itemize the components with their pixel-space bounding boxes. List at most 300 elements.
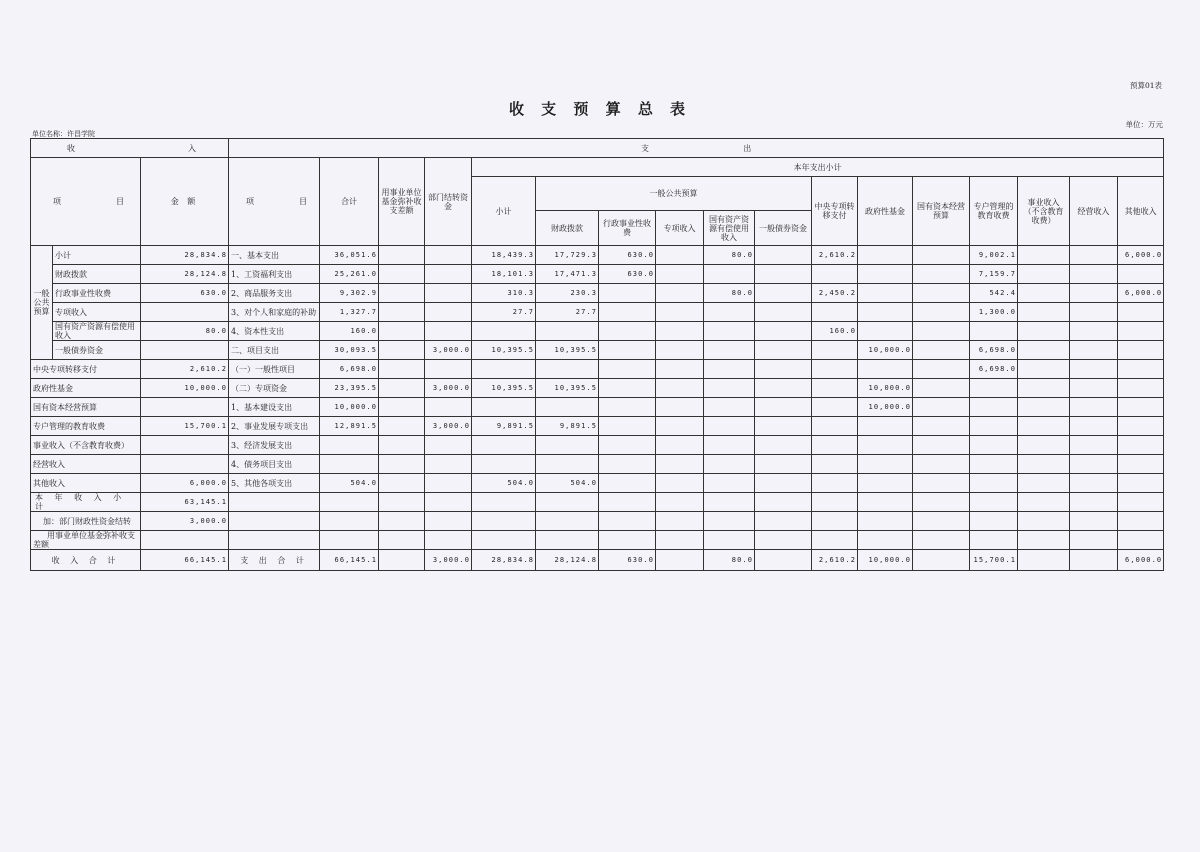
cell-other-income xyxy=(1118,360,1164,379)
edu-fees-header: 专户管理的教育收费 xyxy=(970,177,1018,246)
cell-edu-fees: 6,698.0 xyxy=(970,360,1018,379)
cell-gov-fund: 10,000.0 xyxy=(858,341,913,360)
cell-central-transfer xyxy=(812,360,858,379)
cell-subtotal: 10,395.5 xyxy=(472,341,536,360)
cell-operating-income xyxy=(1070,398,1118,417)
cell-special-income xyxy=(656,550,704,571)
income-item-label: 其他收入 xyxy=(31,474,141,493)
general-budget-header: 一般公共预算 xyxy=(536,177,812,211)
cell-fiscal-allocation: 17,729.3 xyxy=(536,246,599,265)
cell-unit-fund-offset xyxy=(379,531,425,550)
cell-business-income xyxy=(1018,265,1070,284)
cell-general-bond xyxy=(755,493,812,512)
cell-edu-fees xyxy=(970,379,1018,398)
cell-central-transfer xyxy=(812,303,858,322)
cell-subtotal: 28,834.8 xyxy=(472,550,536,571)
income-item-label: 经营收入 xyxy=(31,455,141,474)
cell-fiscal-allocation xyxy=(536,436,599,455)
cell-admin-fees xyxy=(599,379,656,398)
cell-gov-fund xyxy=(858,493,913,512)
cell-special-income xyxy=(656,455,704,474)
cell-business-income xyxy=(1018,436,1070,455)
cell-state-capital xyxy=(913,379,970,398)
gov-fund-header: 政府性基金 xyxy=(858,177,913,246)
cell-other-income xyxy=(1118,493,1164,512)
cell-carryover: 3,000.0 xyxy=(425,417,472,436)
cell-state-asset-income xyxy=(704,493,755,512)
general-budget-group-label: 一般公共预算 xyxy=(31,246,53,360)
cell-admin-fees xyxy=(599,474,656,493)
cell-total: 12,891.5 xyxy=(320,417,379,436)
cell-business-income xyxy=(1018,531,1070,550)
cell-carryover xyxy=(425,303,472,322)
expense-item-header: 项 目 xyxy=(229,158,320,246)
cell-total xyxy=(320,455,379,474)
cell-edu-fees: 9,002.1 xyxy=(970,246,1018,265)
general-bond-header: 一般债券资金 xyxy=(755,211,812,246)
cell-other-income xyxy=(1118,379,1164,398)
cell-general-bond xyxy=(755,303,812,322)
table-row xyxy=(31,455,1164,474)
expense-item-label: 3、经济发展支出 xyxy=(229,436,320,455)
cell-admin-fees xyxy=(599,341,656,360)
cell-general-bond xyxy=(755,455,812,474)
cell-other-income xyxy=(1118,474,1164,493)
cell-special-income xyxy=(656,322,704,341)
cell-edu-fees xyxy=(970,398,1018,417)
income-amount: 66,145.1 xyxy=(141,550,229,571)
fiscal-allocation-header: 财政拨款 xyxy=(536,211,599,246)
income-item-label: 行政事业性收费 xyxy=(53,284,141,303)
cell-admin-fees: 630.0 xyxy=(599,265,656,284)
cell-carryover xyxy=(425,531,472,550)
income-item-label: 财政拨款 xyxy=(53,265,141,284)
cell-carryover xyxy=(425,246,472,265)
cell-general-bond xyxy=(755,246,812,265)
cell-state-asset-income xyxy=(704,341,755,360)
cell-unit-fund-offset xyxy=(379,493,425,512)
cell-fiscal-allocation xyxy=(536,493,599,512)
income-item-label: 国有资产资源有偿使用收入 xyxy=(53,322,141,341)
cell-other-income xyxy=(1118,322,1164,341)
budget-summary-table xyxy=(30,138,1164,571)
income-amount: 6,000.0 xyxy=(141,474,229,493)
income-item-label: 事业收入（不含教育收费） xyxy=(31,436,141,455)
cell-general-bond xyxy=(755,512,812,531)
cell-edu-fees: 7,159.7 xyxy=(970,265,1018,284)
table-row xyxy=(31,265,1164,284)
cell-central-transfer xyxy=(812,455,858,474)
cell-gov-fund xyxy=(858,531,913,550)
cell-fiscal-allocation: 504.0 xyxy=(536,474,599,493)
cell-state-asset-income xyxy=(704,474,755,493)
cell-admin-fees: 630.0 xyxy=(599,246,656,265)
cell-total xyxy=(320,512,379,531)
summary-row xyxy=(31,512,1164,531)
expense-item-label: 一、基本支出 xyxy=(229,246,320,265)
cell-admin-fees xyxy=(599,398,656,417)
cell-unit-fund-offset xyxy=(379,265,425,284)
cell-unit-fund-offset xyxy=(379,284,425,303)
cell-subtotal xyxy=(472,512,536,531)
cell-total: 160.0 xyxy=(320,322,379,341)
cell-state-asset-income xyxy=(704,360,755,379)
income-item-label: 专户管理的教育收费 xyxy=(31,417,141,436)
cell-special-income xyxy=(656,417,704,436)
expense-item-label: 二、项目支出 xyxy=(229,341,320,360)
cell-central-transfer xyxy=(812,474,858,493)
income-amount xyxy=(141,398,229,417)
cell-edu-fees xyxy=(970,322,1018,341)
cell-operating-income xyxy=(1070,474,1118,493)
table-row xyxy=(31,436,1164,455)
cell-total: 23,395.5 xyxy=(320,379,379,398)
cell-unit-fund-offset xyxy=(379,455,425,474)
table-row xyxy=(31,303,1164,322)
cell-subtotal: 504.0 xyxy=(472,474,536,493)
cell-business-income xyxy=(1018,303,1070,322)
cell-total: 504.0 xyxy=(320,474,379,493)
cell-general-bond xyxy=(755,284,812,303)
table-row xyxy=(31,284,1164,303)
cell-unit-fund-offset xyxy=(379,436,425,455)
cell-subtotal: 310.3 xyxy=(472,284,536,303)
cell-subtotal: 18,439.3 xyxy=(472,246,536,265)
cell-other-income xyxy=(1118,455,1164,474)
cell-fiscal-allocation: 10,395.5 xyxy=(536,379,599,398)
cell-state-capital xyxy=(913,398,970,417)
income-amount: 10,000.0 xyxy=(141,379,229,398)
cell-state-capital xyxy=(913,550,970,571)
cell-edu-fees xyxy=(970,474,1018,493)
cell-business-income xyxy=(1018,379,1070,398)
cell-gov-fund xyxy=(858,360,913,379)
subtotal-header: 小计 xyxy=(472,177,536,246)
cell-gov-fund xyxy=(858,265,913,284)
cell-total xyxy=(320,531,379,550)
expense-item-label: 4、债务项目支出 xyxy=(229,455,320,474)
cell-carryover xyxy=(425,398,472,417)
cell-state-asset-income xyxy=(704,379,755,398)
special-income-header: 专项收入 xyxy=(656,211,704,246)
cell-total xyxy=(320,493,379,512)
cell-gov-fund xyxy=(858,322,913,341)
total-header: 合计 xyxy=(320,158,379,246)
cell-state-capital xyxy=(913,322,970,341)
cell-central-transfer xyxy=(812,379,858,398)
cell-other-income: 6,000.0 xyxy=(1118,246,1164,265)
cell-central-transfer xyxy=(812,493,858,512)
cell-general-bond xyxy=(755,265,812,284)
cell-central-transfer xyxy=(812,398,858,417)
table-row xyxy=(31,417,1164,436)
cell-special-income xyxy=(656,303,704,322)
cell-subtotal xyxy=(472,455,536,474)
cell-state-capital xyxy=(913,512,970,531)
cell-admin-fees xyxy=(599,455,656,474)
cell-unit-fund-offset xyxy=(379,474,425,493)
cell-operating-income xyxy=(1070,550,1118,571)
cell-edu-fees: 1,300.0 xyxy=(970,303,1018,322)
cell-state-capital xyxy=(913,493,970,512)
cell-fiscal-allocation xyxy=(536,512,599,531)
income-item-header: 项 目 xyxy=(31,158,141,246)
cell-other-income xyxy=(1118,398,1164,417)
cell-gov-fund xyxy=(858,455,913,474)
state-capital-header: 国有资本经营预算 xyxy=(913,177,970,246)
cell-general-bond xyxy=(755,322,812,341)
cell-special-income xyxy=(656,246,704,265)
cell-subtotal xyxy=(472,322,536,341)
table-row xyxy=(31,379,1164,398)
cell-general-bond xyxy=(755,550,812,571)
cell-fiscal-allocation: 9,891.5 xyxy=(536,417,599,436)
expense-item-label: 1、工资福利支出 xyxy=(229,265,320,284)
cell-special-income xyxy=(656,531,704,550)
cell-admin-fees xyxy=(599,531,656,550)
central-transfer-header: 中央专项转移支付 xyxy=(812,177,858,246)
cell-general-bond xyxy=(755,531,812,550)
cell-central-transfer: 2,610.2 xyxy=(812,246,858,265)
cell-state-asset-income: 80.0 xyxy=(704,284,755,303)
cell-operating-income xyxy=(1070,265,1118,284)
cell-state-capital xyxy=(913,341,970,360)
cell-state-capital xyxy=(913,436,970,455)
cell-operating-income xyxy=(1070,436,1118,455)
cell-unit-fund-offset xyxy=(379,322,425,341)
cell-special-income xyxy=(656,474,704,493)
cell-edu-fees xyxy=(970,417,1018,436)
cell-special-income xyxy=(656,398,704,417)
cell-admin-fees xyxy=(599,512,656,531)
cell-admin-fees: 630.0 xyxy=(599,550,656,571)
cell-business-income xyxy=(1018,398,1070,417)
cell-admin-fees xyxy=(599,436,656,455)
cell-business-income xyxy=(1018,246,1070,265)
cell-state-asset-income xyxy=(704,303,755,322)
cell-state-capital xyxy=(913,360,970,379)
cell-subtotal: 18,101.3 xyxy=(472,265,536,284)
cell-other-income xyxy=(1118,303,1164,322)
cell-special-income xyxy=(656,379,704,398)
cell-other-income xyxy=(1118,417,1164,436)
expense-item-label: 2、商品服务支出 xyxy=(229,284,320,303)
cell-central-transfer: 160.0 xyxy=(812,322,858,341)
expense-item-label: 支 出 合 计 xyxy=(229,550,320,571)
income-item-label: 中央专项转移支付 xyxy=(31,360,141,379)
cell-state-asset-income xyxy=(704,417,755,436)
cell-operating-income xyxy=(1070,360,1118,379)
cell-subtotal xyxy=(472,493,536,512)
summary-row xyxy=(31,493,1164,512)
cell-operating-income xyxy=(1070,455,1118,474)
cell-central-transfer xyxy=(812,436,858,455)
cell-gov-fund xyxy=(858,474,913,493)
table-row xyxy=(31,341,1164,360)
cell-state-capital xyxy=(913,474,970,493)
cell-general-bond xyxy=(755,474,812,493)
header-row xyxy=(31,158,1164,177)
cell-fiscal-allocation: 230.3 xyxy=(536,284,599,303)
cell-operating-income xyxy=(1070,493,1118,512)
expense-item-label: 4、资本性支出 xyxy=(229,322,320,341)
cell-general-bond xyxy=(755,398,812,417)
income-amount-header: 金 额 xyxy=(141,158,229,246)
table-row xyxy=(31,360,1164,379)
cell-edu-fees xyxy=(970,436,1018,455)
expense-item-label xyxy=(229,531,320,550)
income-item-label: 专项收入 xyxy=(53,303,141,322)
income-amount: 28,834.8 xyxy=(141,246,229,265)
cell-state-capital xyxy=(913,246,970,265)
cell-subtotal xyxy=(472,436,536,455)
cell-edu-fees: 542.4 xyxy=(970,284,1018,303)
cell-special-income xyxy=(656,436,704,455)
cell-subtotal: 9,891.5 xyxy=(472,417,536,436)
cell-gov-fund xyxy=(858,303,913,322)
cell-state-asset-income xyxy=(704,436,755,455)
cell-gov-fund: 10,000.0 xyxy=(858,379,913,398)
expense-item-label: 1、基本建设支出 xyxy=(229,398,320,417)
income-amount: 80.0 xyxy=(141,322,229,341)
cell-special-income xyxy=(656,493,704,512)
cell-subtotal xyxy=(472,531,536,550)
carryover-header: 部门结转资金 xyxy=(425,158,472,246)
cell-special-income xyxy=(656,284,704,303)
cell-state-asset-income xyxy=(704,455,755,474)
cell-carryover: 3,000.0 xyxy=(425,550,472,571)
cell-admin-fees xyxy=(599,284,656,303)
income-item-label: 国有资本经营预算 xyxy=(31,398,141,417)
expense-item-label xyxy=(229,512,320,531)
cell-business-income xyxy=(1018,360,1070,379)
income-amount xyxy=(141,303,229,322)
cell-total xyxy=(320,436,379,455)
cell-unit-fund-offset xyxy=(379,360,425,379)
income-amount: 28,124.8 xyxy=(141,265,229,284)
cell-other-income xyxy=(1118,531,1164,550)
cell-unit-fund-offset xyxy=(379,417,425,436)
cell-total: 66,145.1 xyxy=(320,550,379,571)
cell-business-income xyxy=(1018,493,1070,512)
cell-business-income xyxy=(1018,417,1070,436)
cell-fiscal-allocation: 17,471.3 xyxy=(536,265,599,284)
cell-other-income xyxy=(1118,341,1164,360)
cell-carryover xyxy=(425,360,472,379)
income-amount xyxy=(141,436,229,455)
cell-state-asset-income: 80.0 xyxy=(704,246,755,265)
cell-admin-fees xyxy=(599,303,656,322)
cell-total: 1,327.7 xyxy=(320,303,379,322)
cell-subtotal: 27.7 xyxy=(472,303,536,322)
cell-business-income xyxy=(1018,455,1070,474)
table-body xyxy=(31,246,1164,571)
cell-business-income xyxy=(1018,341,1070,360)
cell-business-income xyxy=(1018,550,1070,571)
income-item-label: 政府性基金 xyxy=(31,379,141,398)
income-header: 收 入 xyxy=(31,139,229,158)
expense-item-label: （二）专项资金 xyxy=(229,379,320,398)
cell-state-asset-income xyxy=(704,265,755,284)
cell-special-income xyxy=(656,512,704,531)
cell-other-income: 6,000.0 xyxy=(1118,284,1164,303)
cell-operating-income xyxy=(1070,303,1118,322)
income-item-label: 加：部门财政性资金结转 xyxy=(31,512,141,531)
income-item-label: 收 入 合 计 xyxy=(31,550,141,571)
cell-gov-fund xyxy=(858,512,913,531)
cell-state-capital xyxy=(913,303,970,322)
cell-general-bond xyxy=(755,360,812,379)
total-row xyxy=(31,550,1164,571)
cell-edu-fees xyxy=(970,455,1018,474)
cell-unit-fund-offset xyxy=(379,398,425,417)
cell-state-asset-income xyxy=(704,531,755,550)
cell-carryover: 3,000.0 xyxy=(425,341,472,360)
cell-unit-fund-offset xyxy=(379,303,425,322)
expense-header: 支 出 xyxy=(229,139,1164,158)
cell-operating-income xyxy=(1070,417,1118,436)
admin-fees-header: 行政事业性收费 xyxy=(599,211,656,246)
cell-fiscal-allocation xyxy=(536,531,599,550)
cell-gov-fund xyxy=(858,284,913,303)
cell-fiscal-allocation xyxy=(536,322,599,341)
cell-other-income xyxy=(1118,512,1164,531)
cell-general-bond xyxy=(755,341,812,360)
income-amount xyxy=(141,455,229,474)
unit-fund-offset-header: 用事业单位基金弥补收支差额 xyxy=(379,158,425,246)
organization-label: 单位名称：许昌学院 xyxy=(32,130,95,138)
cell-business-income xyxy=(1018,512,1070,531)
cell-subtotal xyxy=(472,398,536,417)
page-title: 收 支 预 算 总 表 xyxy=(508,100,692,118)
cell-gov-fund: 10,000.0 xyxy=(858,398,913,417)
cell-central-transfer: 2,450.2 xyxy=(812,284,858,303)
cell-edu-fees xyxy=(970,531,1018,550)
cell-carryover xyxy=(425,493,472,512)
cell-operating-income xyxy=(1070,341,1118,360)
cell-fiscal-allocation: 10,395.5 xyxy=(536,341,599,360)
cell-gov-fund xyxy=(858,436,913,455)
cell-special-income xyxy=(656,360,704,379)
cell-carryover xyxy=(425,512,472,531)
cell-other-income xyxy=(1118,436,1164,455)
cell-operating-income xyxy=(1070,322,1118,341)
income-amount: 63,145.1 xyxy=(141,493,229,512)
cell-admin-fees xyxy=(599,493,656,512)
cell-carryover xyxy=(425,474,472,493)
cell-subtotal: 10,395.5 xyxy=(472,379,536,398)
cell-central-transfer xyxy=(812,265,858,284)
cell-special-income xyxy=(656,265,704,284)
other-income-header: 其他收入 xyxy=(1118,177,1164,246)
cell-special-income xyxy=(656,341,704,360)
cell-state-capital xyxy=(913,284,970,303)
cell-unit-fund-offset xyxy=(379,379,425,398)
cell-operating-income xyxy=(1070,246,1118,265)
cell-fiscal-allocation xyxy=(536,455,599,474)
cell-edu-fees xyxy=(970,493,1018,512)
cell-edu-fees xyxy=(970,512,1018,531)
cell-carryover xyxy=(425,455,472,474)
cell-edu-fees: 6,698.0 xyxy=(970,341,1018,360)
income-item-label: 一般债券资金 xyxy=(53,341,141,360)
income-item-label: 本 年 收 入 小 计 xyxy=(31,493,141,512)
cell-total: 25,261.0 xyxy=(320,265,379,284)
cell-carryover xyxy=(425,436,472,455)
cell-fiscal-allocation: 28,124.8 xyxy=(536,550,599,571)
table-row xyxy=(31,322,1164,341)
cell-central-transfer: 2,610.2 xyxy=(812,550,858,571)
